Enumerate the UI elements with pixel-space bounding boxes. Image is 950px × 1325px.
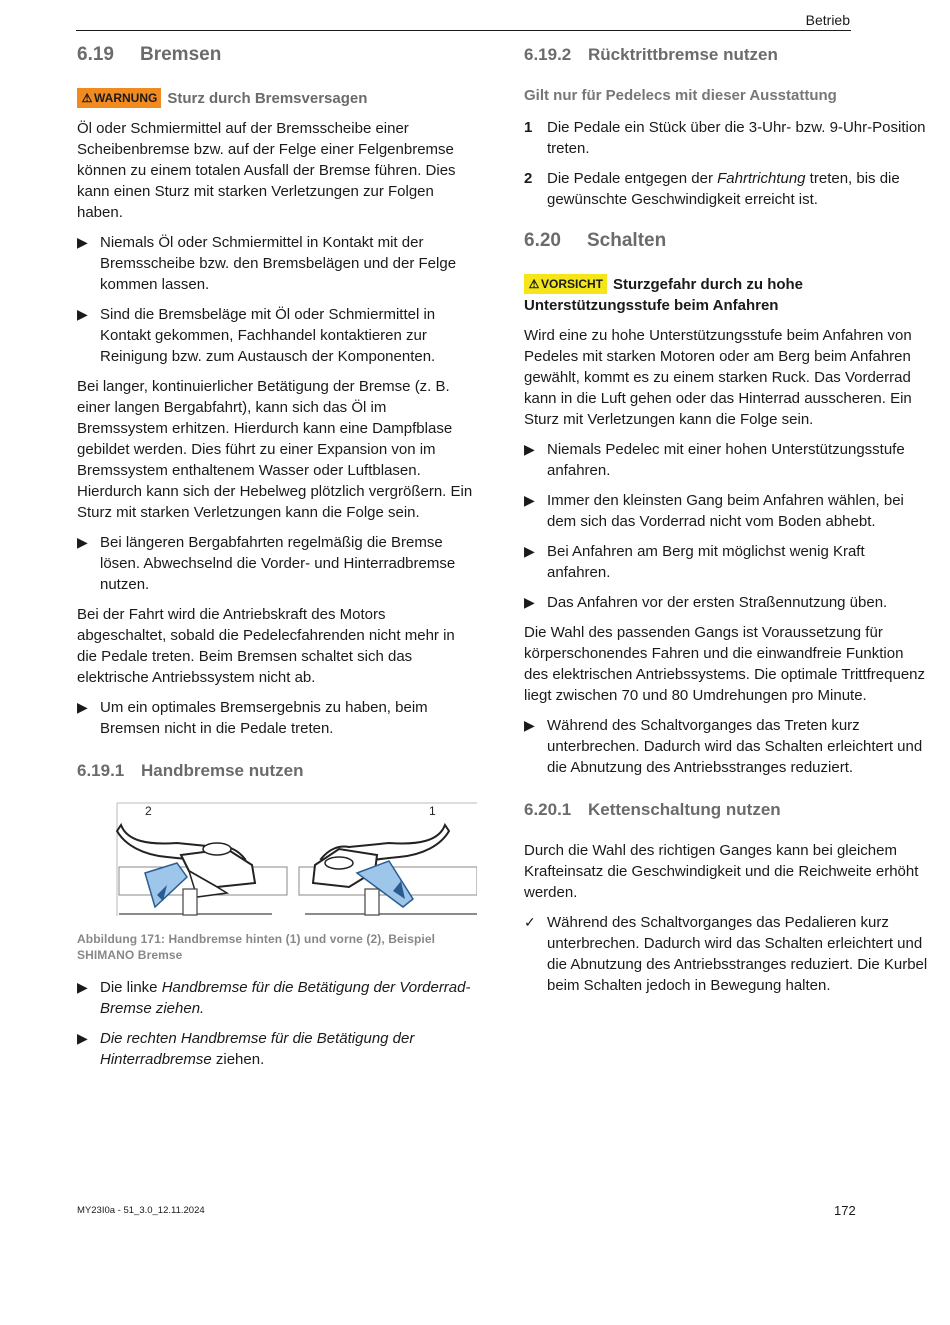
heading-title: Bremsen bbox=[140, 44, 222, 65]
arrow-right-icon: ▶ bbox=[77, 979, 88, 995]
list-item-text: Das Anfahren vor der ersten Straßennutzung üben. bbox=[547, 594, 888, 611]
arrow-right-icon: ▶ bbox=[524, 717, 535, 733]
paragraph: Bei der Fahrt wird die Antriebskraft des Motors abgeschaltet, sobald die Pedelecfahrenden nicht mehr in die Pedale treten. Beim Bremsen schaltet sich das elektrische Antriebssystem nicht ab. bbox=[77, 606, 455, 686]
applicability-note: Gilt nur für Pedelecs mit dieser Ausstattung bbox=[524, 87, 837, 104]
handbrake-illustration bbox=[77, 801, 477, 923]
figure-label-left: 2 bbox=[145, 804, 152, 818]
caution-text: Wird eine zu hohe Unterstützungsstufe beim Anfahren von Pedeles mit starken Motoren oder am Berg beim Anfahren gewählt, kommt es zu einem starken Ruck. Das Vorderrad kann in die Luft gehen oder das Hinterrad ausscheren. Ein Sturz mit Verletzungen kann die Folge sein. bbox=[524, 327, 912, 428]
list-item-text: treten, bis die gewünschte Geschwindigkeit erreicht ist. bbox=[547, 170, 900, 208]
heading-number: 6.19 bbox=[77, 44, 114, 65]
checkmark-icon: ✓ bbox=[524, 914, 536, 930]
handbrake-figure bbox=[77, 801, 477, 923]
list-item bbox=[77, 232, 477, 295]
list-item-text: Während des Schaltvorganges das Treten kurz unterbrechen. Dadurch wird das Schalten erleichtert und die Abnutzung des Antriebsstranges reduziert. bbox=[547, 717, 923, 776]
warning-badge bbox=[77, 88, 161, 108]
list-item-text: Die Pedale entgegen der bbox=[547, 170, 718, 187]
list-item-text: Um ein optimales Bremsergebnis zu haben, beim Bremsen nicht in die Pedale treten. bbox=[100, 699, 428, 737]
page-number: 172 bbox=[834, 1203, 856, 1218]
heading-number: 6.19.2 bbox=[524, 45, 572, 64]
heading-title: Kettenschaltung nutzen bbox=[588, 800, 781, 819]
heading-6-20 bbox=[524, 228, 929, 254]
heading-6-19 bbox=[77, 42, 477, 68]
list-item bbox=[77, 1028, 477, 1070]
list-item-italic: Fahrtrichtung bbox=[717, 170, 806, 187]
arrow-right-icon: ▶ bbox=[524, 492, 535, 508]
warning-text: Öl oder Schmiermittel auf der Bremsscheibe einer Scheibenbremse bzw. auf der Felge einer Felgenbremse können zu einem totalen Ausfall der Bremse führen. Dies kann einen Sturz mit starken Verletzungen zur Folgen haben. bbox=[77, 120, 456, 221]
list-item bbox=[524, 168, 929, 210]
warning-header bbox=[77, 88, 477, 109]
arrow-right-icon: ▶ bbox=[77, 1030, 88, 1046]
figure-caption: Abbildung 171: Handbremse hinten (1) und vorne (2), Beispiel SHIMANO Bremse bbox=[77, 932, 436, 962]
arrow-right-icon: ▶ bbox=[524, 594, 535, 610]
paragraph: Bei langer, kontinuierlicher Betätigung der Bremse (z. B. einer langen Bergabfahrt), kann sich das Öl im Bremssystem erhitzen. Hierdurch kann eine Dampfblase gebildet werden. Dies führt zu einer Expansion von im Bremssystem enthaltenem Wasser oder Luftblasen. Hierdurch kann sich der Hebelweg plötzlich vergrößern. Ein Sturz mit starken Verletzungen kann die Folge sein. bbox=[77, 378, 473, 521]
list-item bbox=[524, 541, 929, 583]
caution-header bbox=[524, 274, 929, 316]
running-header: Betrieb bbox=[805, 12, 850, 28]
list-item bbox=[524, 117, 929, 159]
list-item bbox=[524, 439, 929, 481]
warning-triangle-icon: ⚠ bbox=[528, 277, 540, 291]
heading-6-19-1 bbox=[77, 759, 477, 783]
list-item bbox=[77, 304, 477, 367]
heading-title: Schalten bbox=[587, 230, 667, 251]
list-item bbox=[524, 715, 929, 778]
arrow-right-icon: ▶ bbox=[77, 306, 88, 322]
heading-title: Handbremse nutzen bbox=[141, 761, 304, 780]
list-item-text: Niemals Pedelec mit einer hohen Unterstützungsstufe anfahren. bbox=[547, 441, 905, 479]
heading-6-19-2 bbox=[524, 43, 929, 67]
list-item-text: Sind die Bremsbeläge mit Öl oder Schmiermittel in Kontakt gekommen, Fachhandel kontaktieren zur Reinigung bzw. zum Austausch der Komponenten. bbox=[100, 306, 436, 365]
heading-number: 6.20 bbox=[524, 230, 561, 251]
heading-title: Rücktrittbremse nutzen bbox=[588, 45, 778, 64]
list-item-italic: Die rechten Handbremse für die Betätigung der Hinterradbremse bbox=[100, 1030, 415, 1068]
list-item bbox=[524, 912, 929, 996]
warning-signal-word: WARNUNG bbox=[94, 91, 158, 105]
warning-triangle-icon: ⚠ bbox=[81, 91, 93, 105]
warning-title: Sturz durch Bremsversagen bbox=[167, 90, 368, 107]
arrow-right-icon: ▶ bbox=[77, 534, 88, 550]
heading-number: 6.19.1 bbox=[77, 761, 125, 780]
arrow-right-icon: ▶ bbox=[77, 234, 88, 250]
list-item bbox=[77, 532, 477, 595]
arrow-right-icon: ▶ bbox=[77, 699, 88, 715]
left-column bbox=[77, 42, 477, 1079]
caution-title: Sturzgefahr durch zu hohe Unterstützungsstufe beim Anfahren bbox=[524, 276, 804, 314]
list-item-text: Immer den kleinsten Gang beim Anfahren wählen, bei dem sich das Vorderrad nicht vom Boden abhebt. bbox=[547, 492, 904, 530]
caution-signal-word: VORSICHT bbox=[541, 277, 604, 291]
list-item-text: ziehen. bbox=[211, 1051, 265, 1068]
list-item bbox=[77, 977, 477, 1019]
heading-6-20-1 bbox=[524, 798, 929, 822]
step-number: 1 bbox=[524, 119, 533, 136]
arrow-right-icon: ▶ bbox=[524, 543, 535, 559]
step-number: 2 bbox=[524, 170, 533, 187]
list-item bbox=[524, 592, 929, 613]
list-item-text: Niemals Öl oder Schmiermittel in Kontakt mit der Bremsscheibe bzw. den Bremsbelägen und der Felge kommen lassen. bbox=[100, 234, 457, 293]
list-item-text: Bei längeren Bergabfahrten regelmäßig die Bremse lösen. Abwechselnd die Vorder- und Hinterradbremse nutzen. bbox=[100, 534, 456, 593]
heading-number: 6.20.1 bbox=[524, 800, 572, 819]
list-item bbox=[77, 697, 477, 739]
list-item-text: Bei Anfahren am Berg mit möglichst wenig Kraft anfahren. bbox=[547, 543, 865, 581]
footer-document-id: MY23I0a - 51_3.0_12.11.2024 bbox=[77, 1205, 205, 1216]
arrow-right-icon: ▶ bbox=[524, 441, 535, 457]
list-item-text: Die linke bbox=[100, 979, 162, 996]
caution-badge bbox=[524, 274, 607, 294]
paragraph: Die Wahl des passenden Gangs ist Voraussetzung für körperschonendes Fahren und die einwandfreie Funktion des elektrischen Antriebssystems. Die optimale Trittfrequenz liegt zwischen 70 und 80 Umdrehungen pro Minute. bbox=[524, 624, 926, 704]
paragraph: Durch die Wahl des richtigen Ganges kann bei gleichem Krafteinsatz die Geschwindigkeit und die Reichweite erhöht werden. bbox=[524, 842, 919, 901]
figure-label-right: 1 bbox=[429, 804, 436, 818]
list-item-text: Während des Schaltvorganges das Pedalieren kurz unterbrechen. Dadurch wird das Schalten erleichtert und die Abnutzung des Antriebsstranges reduziert. Die Kurbel beim Schalten jedoch in Bewegung halten. bbox=[547, 914, 928, 994]
list-item bbox=[524, 490, 929, 532]
right-column bbox=[524, 42, 929, 1005]
header-rule bbox=[76, 30, 851, 31]
list-item-text: Die Pedale ein Stück über die 3-Uhr- bzw. 9-Uhr-Position treten. bbox=[547, 119, 926, 157]
list-item-italic: Handbremse für die Betätigung der Vorderrad-Bremse ziehen. bbox=[100, 979, 471, 1017]
